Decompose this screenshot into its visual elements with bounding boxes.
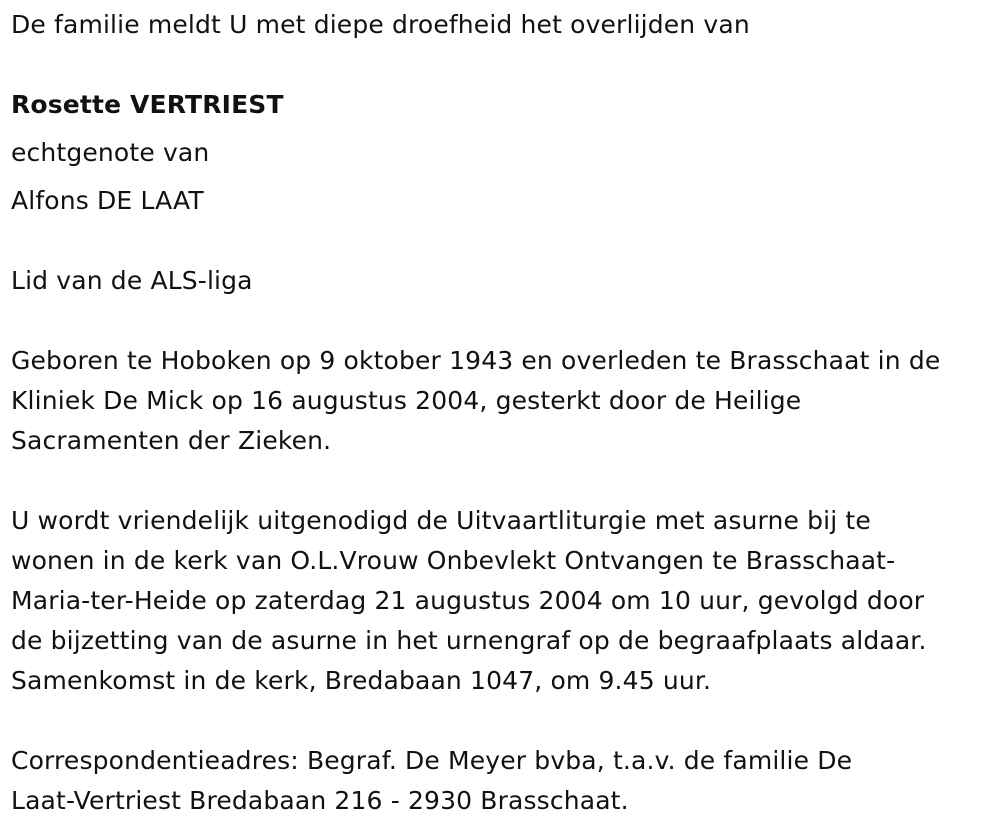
paragraph-line: Sacramenten der Zieken. (11, 426, 332, 455)
intro-text: De familie meldt U met diepe droefheid het overlijden van (11, 10, 750, 39)
paragraph-line: Correspondentieadres: Begraf. De Meyer bvba, t.a.v. de familie De (11, 746, 853, 775)
paragraph-line: Maria-ter-Heide op zaterdag 21 augustus 2004 om 10 uur, gevolgd door (11, 586, 925, 615)
paragraph-line: Kliniek De Mick op 16 augustus 2004, gesterkt door de Heilige (11, 386, 802, 415)
paragraph-line: de bijzetting van de asurne in het urnengraf op de begraafplaats aldaar. (11, 626, 927, 655)
paragraph-line: U wordt vriendelijk uitgenodigd de Uitvaartliturgie met asurne bij te (11, 506, 871, 535)
paragraph-line: wonen in de kerk van O.L.Vrouw Onbevlekt Ontvangen te Brasschaat- (11, 546, 896, 575)
membership-text: Lid van de ALS-liga (11, 266, 253, 295)
relation-text: echtgenote van (11, 138, 210, 167)
deceased-name: Rosette VERTRIEST (11, 90, 284, 119)
paragraph-line: Samenkomst in de kerk, Bredabaan 1047, om 9.45 uur. (11, 666, 712, 695)
spouse-name: Alfons DE LAAT (11, 186, 204, 215)
paragraph-line: Laat-Vertriest Bredabaan 216 - 2930 Brasschaat. (11, 786, 629, 815)
paragraph-line: Geboren te Hoboken op 9 oktober 1943 en overleden te Brasschaat in de (11, 346, 941, 375)
